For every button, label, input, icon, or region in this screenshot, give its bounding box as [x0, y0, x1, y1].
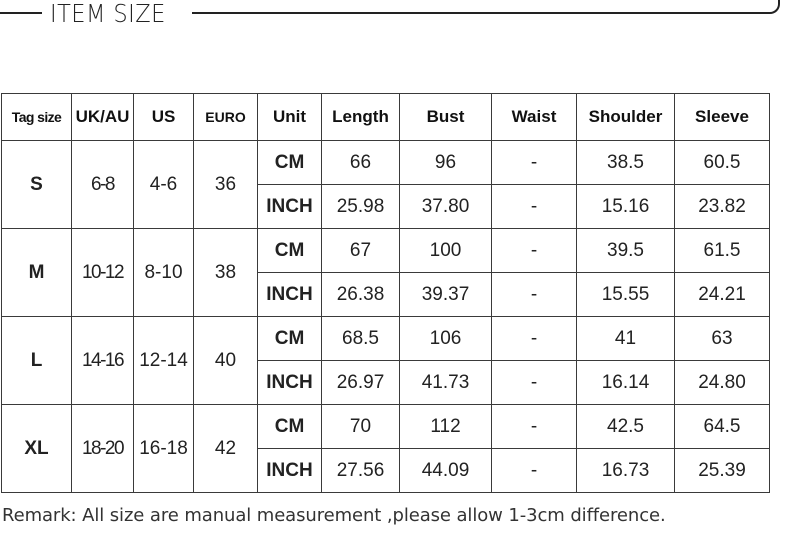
size-tag: M — [2, 229, 72, 317]
waist-cell: - — [492, 405, 577, 449]
unit-cell: CM — [258, 317, 322, 361]
length-cell: 66 — [322, 141, 400, 185]
waist-cell: - — [492, 229, 577, 273]
unit-cell: INCH — [258, 449, 322, 493]
size-uk-au: 6-8 — [72, 141, 134, 229]
header-tag-size: Tag size — [2, 94, 72, 141]
header-us: US — [134, 94, 194, 141]
sleeve-cell: 64.5 — [675, 405, 770, 449]
sleeve-cell: 25.39 — [675, 449, 770, 493]
bust-cell: 37.80 — [400, 185, 492, 229]
sleeve-cell: 24.21 — [675, 273, 770, 317]
shoulder-cell: 16.73 — [577, 449, 675, 493]
length-cell: 27.56 — [322, 449, 400, 493]
header-shoulder: Shoulder — [577, 94, 675, 141]
length-cell: 25.98 — [322, 185, 400, 229]
header-length: Length — [322, 94, 400, 141]
bust-cell: 112 — [400, 405, 492, 449]
length-cell: 26.97 — [322, 361, 400, 405]
size-us: 16-18 — [134, 405, 194, 493]
size-uk-au: 10-12 — [72, 229, 134, 317]
sleeve-cell: 61.5 — [675, 229, 770, 273]
shoulder-cell: 41 — [577, 317, 675, 361]
length-cell: 68.5 — [322, 317, 400, 361]
table-row-l-cm — [2, 317, 770, 361]
header-euro: EURO — [194, 94, 258, 141]
unit-cell: CM — [258, 405, 322, 449]
shoulder-cell: 15.55 — [577, 273, 675, 317]
length-cell: 70 — [322, 405, 400, 449]
waist-cell: - — [492, 141, 577, 185]
size-us: 12-14 — [134, 317, 194, 405]
unit-cell: INCH — [258, 185, 322, 229]
size-euro: 38 — [194, 229, 258, 317]
table-header-row — [2, 94, 770, 141]
size-us: 8-10 — [134, 229, 194, 317]
bust-cell: 96 — [400, 141, 492, 185]
header-sleeve: Sleeve — [675, 94, 770, 141]
shoulder-cell: 38.5 — [577, 141, 675, 185]
bust-cell: 106 — [400, 317, 492, 361]
size-uk-au: 18-20 — [72, 405, 134, 493]
header-bust: Bust — [400, 94, 492, 141]
waist-cell: - — [492, 317, 577, 361]
header-rule-right — [192, 12, 767, 14]
bust-cell: 44.09 — [400, 449, 492, 493]
bust-cell: 100 — [400, 229, 492, 273]
bust-cell: 41.73 — [400, 361, 492, 405]
remark-text: Remark: All size are manual measurement ,please allow 1-3cm difference. — [2, 505, 666, 526]
waist-cell: - — [492, 449, 577, 493]
size-uk-au: 14-16 — [72, 317, 134, 405]
unit-cell: INCH — [258, 273, 322, 317]
size-us: 4-6 — [134, 141, 194, 229]
waist-cell: - — [492, 361, 577, 405]
waist-cell: - — [492, 273, 577, 317]
header-uk-au: UK/AU — [72, 94, 134, 141]
unit-cell: CM — [258, 141, 322, 185]
shoulder-cell: 39.5 — [577, 229, 675, 273]
header-rule-hook — [766, 0, 780, 14]
shoulder-cell: 15.16 — [577, 185, 675, 229]
bust-cell: 39.37 — [400, 273, 492, 317]
shoulder-cell: 42.5 — [577, 405, 675, 449]
size-euro: 36 — [194, 141, 258, 229]
table-row-m-cm — [2, 229, 770, 273]
size-tag: S — [2, 141, 72, 229]
unit-cell: INCH — [258, 361, 322, 405]
sleeve-cell: 60.5 — [675, 141, 770, 185]
section-header — [0, 0, 788, 40]
sleeve-cell: 24.80 — [675, 361, 770, 405]
length-cell: 67 — [322, 229, 400, 273]
size-tag: L — [2, 317, 72, 405]
header-unit: Unit — [258, 94, 322, 141]
size-tag: XL — [2, 405, 72, 493]
length-cell: 26.38 — [322, 273, 400, 317]
shoulder-cell: 16.14 — [577, 361, 675, 405]
size-chart-table — [1, 93, 770, 493]
table-row-xl-cm — [2, 405, 770, 449]
sleeve-cell: 23.82 — [675, 185, 770, 229]
header-rule-left — [0, 12, 42, 14]
header-waist: Waist — [492, 94, 577, 141]
unit-cell: CM — [258, 229, 322, 273]
size-euro: 42 — [194, 405, 258, 493]
table-row-s-cm — [2, 141, 770, 185]
size-euro: 40 — [194, 317, 258, 405]
waist-cell: - — [492, 185, 577, 229]
section-title: ITEM SIZE — [50, 0, 166, 28]
sleeve-cell: 63 — [675, 317, 770, 361]
